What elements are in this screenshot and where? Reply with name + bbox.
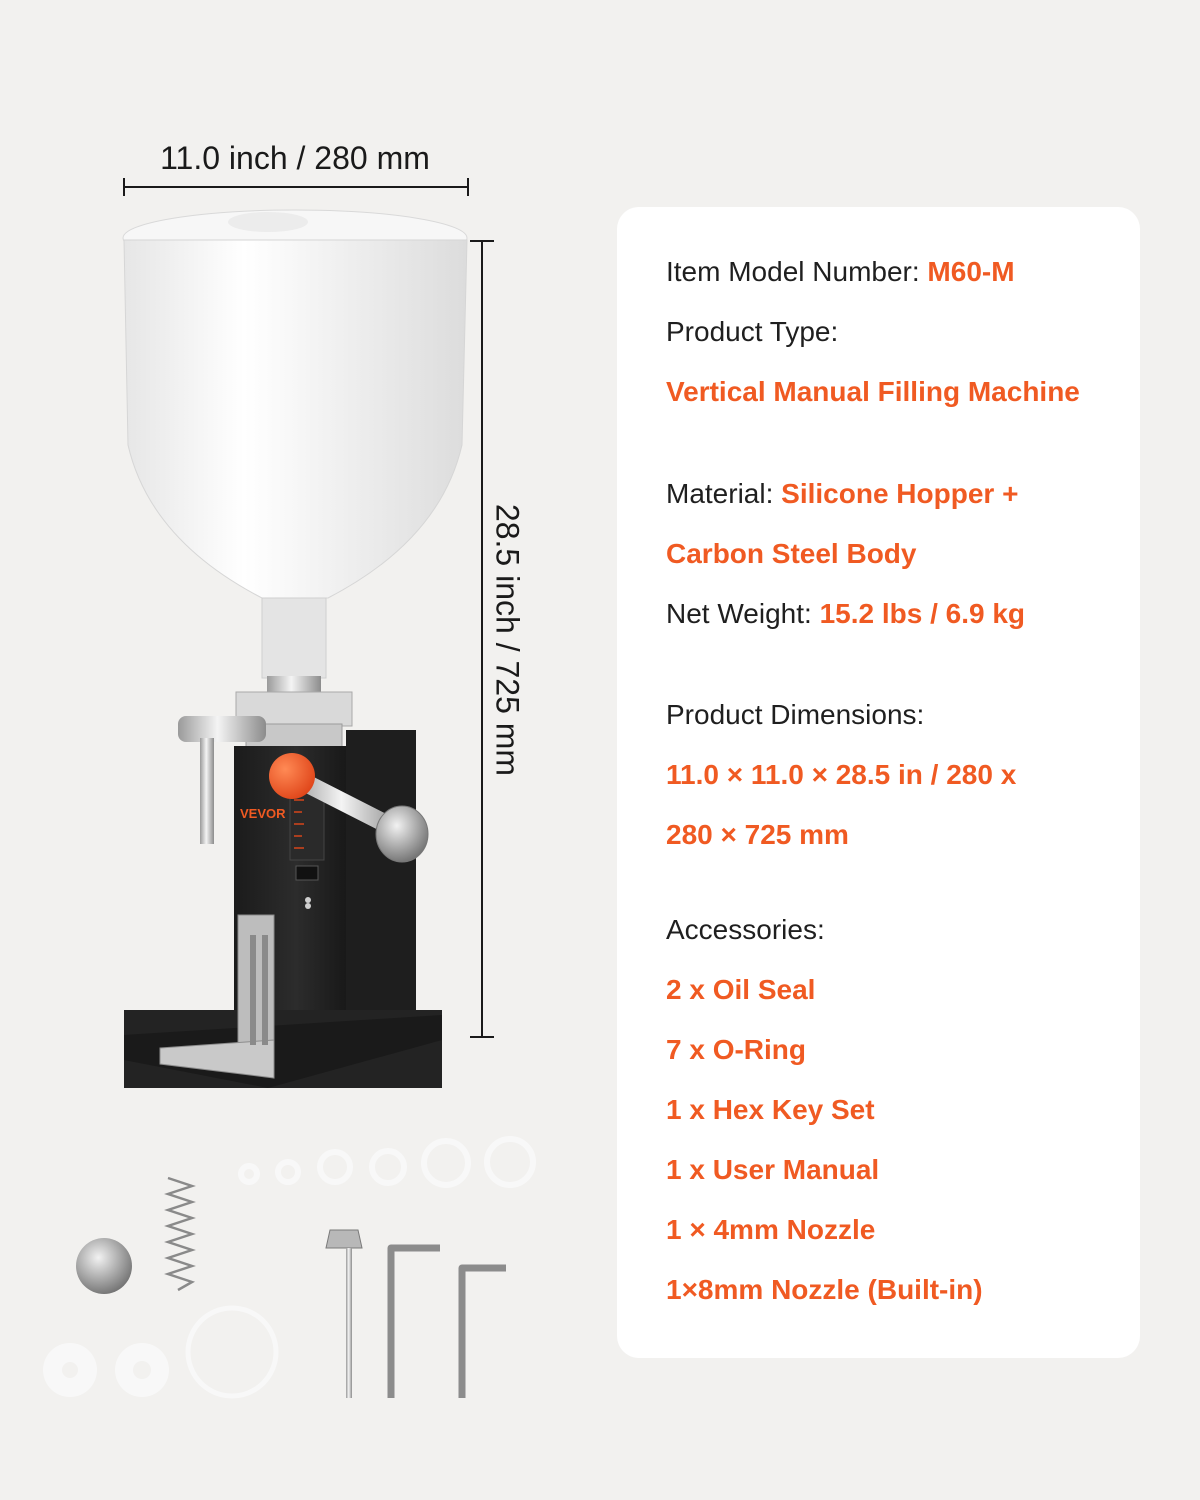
- metal-cap: [76, 1238, 132, 1294]
- hex-keys: [391, 1248, 506, 1398]
- width-dimension-label: 11.0 inch / 280 mm: [160, 140, 430, 176]
- model-label: Item Model Number:: [666, 256, 920, 287]
- large-o-ring: [188, 1308, 276, 1396]
- product-type-value: Vertical Manual Filling Machine: [666, 376, 1080, 407]
- material-value-line2: Carbon Steel Body: [666, 538, 917, 569]
- material-label: Material:: [666, 478, 774, 509]
- product-type-label: Product Type:: [666, 316, 839, 347]
- accessory-item: 7 x O-Ring: [666, 1034, 807, 1065]
- hopper: [123, 210, 467, 678]
- height-dimension-line: [470, 241, 494, 1037]
- material-value-line1: Silicone Hopper +: [781, 478, 1019, 509]
- dimensions-value-line2: 280 × 725 mm: [666, 819, 849, 850]
- dimensions-value-line1: 11.0 × 11.0 × 28.5 in / 280 x: [666, 759, 1017, 790]
- accessory-item: 1 x Hex Key Set: [666, 1094, 875, 1125]
- accessories-label: Accessories:: [666, 914, 825, 945]
- o-rings-top: [241, 1139, 533, 1185]
- dimensions-label: Product Dimensions:: [666, 699, 925, 730]
- oil-seals: [43, 1343, 169, 1397]
- model-value: M60-M: [927, 256, 1015, 287]
- accessory-item: 1×8mm Nozzle (Built-in): [666, 1274, 983, 1305]
- model-line: [666, 254, 1015, 290]
- accessory-item: 1 × 4mm Nozzle: [666, 1214, 876, 1245]
- material-line: [666, 476, 1018, 512]
- brand-logo: VEVOR: [240, 806, 286, 821]
- width-dimension-line: [124, 178, 468, 196]
- weight-label: Net Weight:: [666, 598, 812, 629]
- weight-value: 15.2 lbs / 6.9 kg: [819, 598, 1026, 629]
- weight-line: [666, 596, 1025, 632]
- spring: [168, 1178, 192, 1290]
- accessory-item: 1 x User Manual: [666, 1154, 880, 1185]
- accessory-item: 2 x Oil Seal: [666, 974, 816, 1005]
- height-dimension-label: 28.5 inch / 725 mm: [489, 503, 526, 777]
- nozzle: [326, 1230, 362, 1398]
